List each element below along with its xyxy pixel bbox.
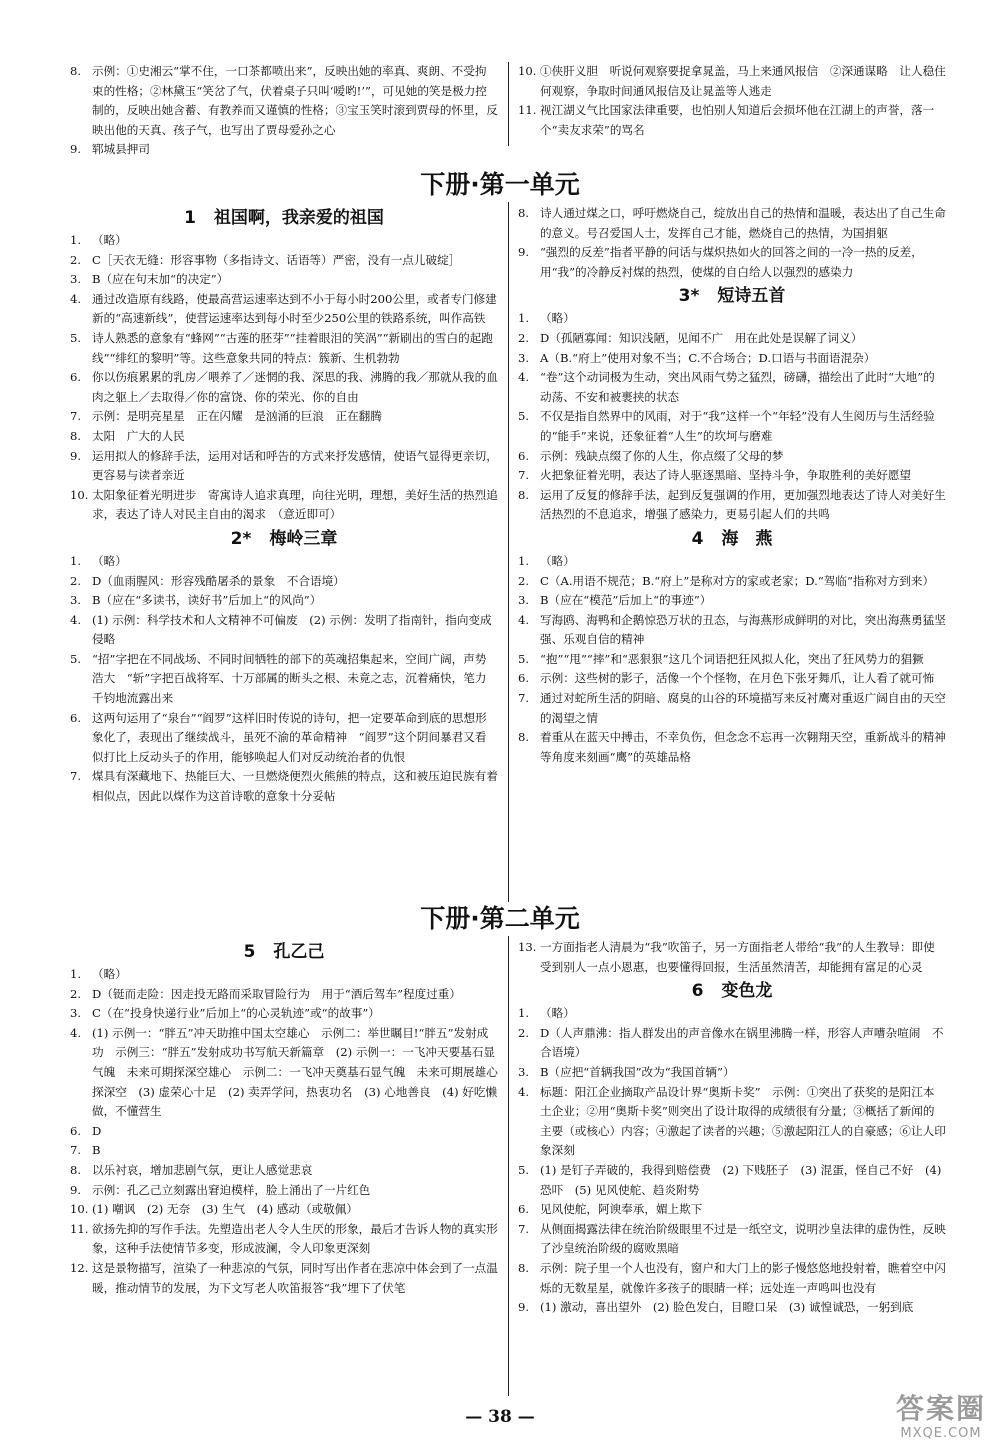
lesson-number: 5 [243,942,256,962]
lesson-title [70,207,498,229]
answer-item [518,1004,946,1024]
column-divider [508,202,509,902]
answer-text: 欲扬先抑的写作手法。先塑造出老人令人生厌的形象，最后才告诉人物的真实形象，这种手法使情节多变，形成波澜，令人印象更深刻 [92,1221,498,1256]
answer-item [70,650,498,709]
answer-number: 4. [70,1025,82,1040]
answer-item [70,270,498,290]
answer-item [70,1181,498,1201]
answer-item [70,1161,498,1181]
answer-item [70,591,498,611]
answer-number: 1. [518,553,530,568]
answer-text: 一方面指老人清晨为“我”吹笛子，另一方面指老人带给“我”的人生教导：即使受到别人一点小恩惠，也要懂得回报，生活虽然清苦，却能拥有富足的心灵 [540,940,935,974]
answer-number: 1. [70,553,82,568]
answer-number: 2. [70,252,82,267]
unit1-right-column [518,204,946,767]
answer-number: 3. [518,350,530,365]
lesson-name: 变色龙 [721,981,773,1002]
answer-item [518,1083,946,1161]
unit2-left-column [70,938,498,1298]
answer-item [518,349,946,369]
answer-item [518,938,946,977]
answer-text: （略） [540,553,575,568]
answer-item [518,552,946,572]
answer-text: “卷”这个动词极为生动，突出风雨气势之猛烈，磅礴，描绘出了此时“大地”的动荡、不安和被裹挟的状态 [540,370,935,404]
answer-number: 8. [70,428,82,443]
lesson-number: 3* [678,286,700,307]
answer-text: 通过对蛇所生活的阴暗、腐臭的山谷的环境描写来反衬鹰对重返广阔自由的天空的渴望之情 [540,691,946,725]
lesson-title [518,528,946,550]
answer-text: C［天衣无缝：形容事物（多指诗文、话语等）严密，没有一点儿破绽］ [92,252,461,267]
answer-number: 11. [518,103,537,118]
answer-number: 8. [518,1260,530,1275]
answer-item [70,140,498,160]
unit-heading-1: 下册·第一单元 [420,170,580,199]
answer-number: 5. [518,1162,530,1177]
answer-text: （略） [92,967,127,981]
answer-item [518,368,946,407]
watermark-url: MXQE.COM [900,1426,982,1442]
answer-item [518,1200,946,1220]
answer-text: ①侠肝义胆 听说何观察要捉拿晁盖，马上来通风报信 ②深通谋略 让人稳住何观察，争取时间通风报信及让晁盖等人逃走 [540,64,946,98]
answer-item [518,486,946,525]
lesson-number: 6 [691,981,704,1002]
answer-text: 示例：残缺点缀了你的人生，你点缀了父母的梦 [540,448,784,463]
column-divider [508,936,509,1396]
answer-number: 10. [70,487,89,502]
answer-item [70,329,498,368]
answer-number: 4. [70,612,82,627]
answer-item [518,1024,946,1063]
answer-number: 3. [518,1064,530,1079]
answer-number: 1. [70,967,82,981]
answer-item [518,572,946,592]
answer-item [518,62,946,101]
unit1-left-column [70,204,498,807]
answer-item [518,611,946,650]
answer-number: 7. [70,769,82,784]
answer-text: (1) 嘲讽 (2) 无奈 (3) 生气 (4) 感动（或敬佩） [92,1202,358,1217]
answer-number: 6. [518,1202,530,1217]
answer-item [70,985,498,1005]
answer-item [70,611,498,650]
answer-item [518,466,946,486]
answer-number: 4. [518,612,530,627]
answer-number: 5. [70,651,82,666]
answer-text: “抱”“甩”“摔”和“恶狠狠”这几个词语把狂风拟人化，突出了狂风势力的猖獗 [540,651,924,666]
answer-number: 10. [70,1202,89,1217]
answer-text: 运用拟人的修辞手法，运用对话和呼告的方式来抒发感情，使语气显得更亲切，更容易与读者亲近 [92,448,498,483]
answer-number: 6. [70,370,82,385]
answer-text: A（B.“府上”使用对象不当；C.不合场合；D.口语与书面语混杂） [540,350,876,365]
answer-text: 示例：这些树的影子，活像一个个怪物，在月色下张牙舞爪，让人看了就可怖 [540,671,935,686]
answer-text: B（应在句末加“的决定”） [92,272,229,287]
answer-item [518,1298,946,1318]
answer-item [518,1259,946,1298]
lesson-title [518,285,946,307]
answer-text: 见风使舵，阿谀奉承，媚上欺下 [540,1202,703,1217]
answer-text: (1) 激动，喜出望外 (2) 脸色发白，目瞪口呆 (3) 诚惶诚恐，一躬到底 [540,1300,914,1315]
lesson-name: 梅岭三章 [269,528,338,549]
column-divider [508,62,509,146]
answer-number: 2. [70,986,82,1001]
answer-item [70,407,498,427]
answer-text: 通过改造原有线路，使最高营运速率达到不小于每小时200公里，或者专门修建新的“高速新线”，使营运速率达到每小时至少250公里的铁路系统，叫作高铁 [92,291,497,326]
answer-item [70,1004,498,1024]
answer-number: 7. [518,468,530,483]
answer-number: 3. [70,593,82,608]
answer-number: 1. [518,1006,530,1021]
answer-text: （略） [92,553,127,568]
answer-item [518,1161,946,1200]
answer-text: “招”字把在不同战场、不同时间牺牲的部下的英魂招集起来，空间广阔，声势浩大 “斩”字把百战将军、十万部属的断头之根、未竟之志，沉着痛快，笔力千钧地流露出来 [92,651,487,706]
answer-item [518,1220,946,1259]
answer-text: D（铤而走险：因走投无路而采取冒险行为 用于“酒后驾车”程度过重） [92,986,461,1001]
answer-item [70,1122,498,1142]
answer-number: 2. [518,330,530,345]
answer-text: 以乐衬哀，增加悲剧气氛，更让人感觉悲哀 [92,1162,313,1177]
answer-text: 太阳象征着光明进步 寄寓诗人追求真理，向往光明，理想，美好生活的热烈追求，表达了诗人对民主自由的渴求 （意近即可） [92,487,498,522]
answer-item [70,486,498,525]
answer-text: 这两句运用了“泉台”“阎罗”这样旧时传说的诗句，把一定要革命到底的思想形象化了，表现出了继续战斗，虽死不渝的革命精神 “阎罗”这个阴间暴君又看似打比上反动头子的作用，能够唤起人们对反动统治者的仇恨 [92,710,487,764]
lesson-title [518,980,946,1002]
answer-number: 10. [518,64,537,78]
answer-number: 4. [518,1084,530,1099]
answer-number: 13. [518,940,537,954]
answer-item [518,243,946,282]
answer-number: 2. [70,573,82,588]
lesson-name: 祖国啊，我亲爱的祖国 [213,208,384,228]
answer-item [70,1024,498,1122]
answer-text: 郓城县押司 [92,142,150,157]
answer-text: 诗人通过煤之口，呼吁燃烧自己，绽放出自己的热情和温暖，表达出了自己生命的意义。号召爱国人士，发挥自己才能，燃烧自己的热情，为国捐躯 [540,206,946,240]
answer-number: 4. [518,370,530,385]
answer-number: 7. [70,409,82,424]
answer-item [518,689,946,728]
answer-text: 不仅是指自然界中的风雨，对于“我”这样一个“年轻”没有人生阅历与生活经验的“能手”来说，还象征着“人生”的坎坷与磨难 [540,409,935,443]
answer-item [518,728,946,767]
answer-item [70,368,498,407]
answer-number: 6. [518,448,530,463]
answer-item [518,669,946,689]
answer-number: 8. [518,487,530,502]
answer-item [70,767,498,806]
answer-text: 示例：院子里一个人也没有，窗户和大门上的影子慢悠悠地投射着，瞧着空中闪烁的无数星星，就像许多孩子的眼睛一样；远处连一声鸣叫也没有 [540,1260,946,1295]
answer-text: D [92,1123,102,1138]
answer-text: D（人声鼎沸：指人群发出的声音像水在锅里沸腾一样，形容人声嘈杂喧闹 不合语境） [540,1025,944,1060]
unit2-right-column [518,938,946,1318]
answer-number: 4. [70,291,82,306]
answer-text: 你以伤痕累累的乳房／喂养了／迷惘的我、深思的我、沸腾的我／那就从我的血肉之躯上／去取得／你的富饶、你的荣光、你的自由 [92,370,498,404]
answer-number: 11. [70,1221,89,1236]
lesson-name: 孔乙己 [273,942,325,962]
answer-item [70,1220,498,1259]
answer-text: 视江湖义气比国家法律重要，也怕别人知道后会损坏他在江湖上的声誉，落一个“卖友求荣”的骂名 [540,103,935,137]
answer-text: 示例：孔乙己立刻露出窘迫模样，脸上涌出了一片红色 [92,1182,371,1197]
answer-item [70,965,498,985]
answer-text: C（A.用语不规范；B.“府上”是称对方的家或老家；D.“驾临”指称对方到来） [540,573,935,588]
answer-text: B（应在“多读书，读好书”后加上“的风尚”） [92,593,322,608]
answer-text: 运用了反复的修辞手法，起到反复强调的作用，更加强烈地表达了诗人对美好生活热烈的不息追求，增强了感染力，更易引起人们的共鸣 [540,487,946,522]
top-left-column [70,62,498,160]
answer-number: 3. [70,272,82,287]
answer-number: 1. [70,233,82,247]
answer-item [70,427,498,447]
answer-number: 8. [518,206,530,220]
answer-number: 7. [518,691,530,706]
answer-text: “强烈的反差”指者平静的问话与煤炽热如火的回答之间的一冷一热的反差，用“我”的冷静反衬煤的热烈，使煤的自白给人以强烈的感染力 [540,245,923,279]
lesson-name: 短诗五首 [717,286,786,307]
answer-text: (1) 是钉子弄破的，我得到赔偿费 (2) 下贱胚子 (3) 混蛋，怪自己不好 (4) 恐吓 (5) 见风使舵、趋炎附势 [540,1162,942,1197]
answer-number: 6. [70,710,82,725]
answer-number: 9. [70,448,82,463]
answer-item [518,309,946,329]
answer-item [70,709,498,768]
watermark-text: 答案圈 [895,1392,986,1426]
answer-item [518,591,946,611]
answer-item [70,552,498,572]
answer-text: 写海鸥、海鸭和企鹅惊恐万状的丑态，与海燕形成鲜明的对比，突出海燕勇猛坚强、乐观自信的精神 [540,612,946,647]
answer-number: 9. [70,142,82,157]
answer-number: 6. [518,671,530,686]
answer-item [518,204,946,243]
answer-number: 5. [518,651,530,666]
answer-text: （略） [92,233,127,247]
answer-item [70,1259,498,1298]
answer-number: 2. [518,573,530,588]
answer-number: 5. [518,409,530,424]
answer-item [70,1200,498,1220]
answer-text: D（血雨腥风：形容残酷屠杀的景象 不合语境） [92,573,345,588]
answer-number: 6. [70,1123,82,1138]
answer-number: 12. [70,1260,89,1275]
answer-text: D（孤陋寡闻：知识浅陋，见闻不广 用在此处是误解了词义） [540,330,863,345]
answer-number: 5. [70,330,82,345]
lesson-title [70,528,498,550]
answer-text: 煤具有深藏地下、热能巨大、一旦燃烧便烈火熊熊的特点，这和被压迫民族有着相似点，因此以煤作为这首诗歌的意象十分妥帖 [92,769,498,804]
answer-number: 1. [518,311,530,326]
lesson-number: 1 [184,208,196,228]
answer-number: 7. [518,1221,530,1236]
answer-number: 2. [518,1025,530,1040]
answer-item [518,407,946,446]
answer-text: （略） [540,311,575,326]
answer-text: 标题：阳江企业摘取产品设计界“奥斯卡奖” 示例：①突出了获奖的是阳江本土企业；②用“奥斯卡奖”则突出了设计取得的成绩很有分量；③概括了新闻的主要（或核心）内容；④激起了读者的兴趣；⑤激起阳江人的自豪感；⑥让人印象深刻 [540,1084,946,1158]
answer-number: 9. [518,1300,530,1315]
answer-number: 3. [70,1006,82,1021]
page-number: — 38 — [465,1407,535,1427]
answer-text: 火把象征着光明，表达了诗人驱逐黑暗、坚持斗争，争取胜利的美好愿望 [540,468,912,483]
answer-item [518,650,946,670]
lesson-title [70,941,498,963]
answer-item [518,447,946,467]
lesson-name: 海 燕 [721,528,773,549]
lesson-number: 2* [230,528,252,549]
answer-text: B（应在“模范”后加上“的事迹”） [540,593,712,608]
answer-text: 太阳 广大的人民 [92,428,185,443]
answer-item [518,329,946,349]
answer-text: B（应把“首辆我国”改为“我国首辆”） [540,1064,735,1079]
answer-text: (1) 示例一：“胖五”冲天助推中国太空雄心 示例二：举世瞩目!“胖五”发射成功 示例三：“胖五”发射成功书写航天新篇章 (2) 示例一：一飞冲天要基石显气魄 未来可期探深空雄心 示例二：一飞冲天奠基石显气魄 未来可期展雄心探深空 (3) 虚荣心十足 (2) 卖弄学问，热衷功名 (3) 心地善良 (4) 好吃懒做，不懂营生 [92,1025,498,1119]
answer-item [70,572,498,592]
answer-number: 9. [518,245,530,260]
answer-text: (1) 示例：科学技术和人文精神不可偏废 (2) 示例：发明了指南针，指向变成侵略 [92,612,492,647]
lesson-number: 4 [691,528,704,549]
top-right-column [518,62,946,140]
answer-item [518,1063,946,1083]
answer-item [518,101,946,140]
answer-item [70,62,498,140]
unit-heading-2: 下册·第二单元 [420,904,580,933]
answer-text: C（在“投身快递行业”后加上“的心灵轨迹”或“的故事”） [92,1006,380,1021]
answer-item [70,290,498,329]
answer-number: 3. [518,593,530,608]
answer-number: 8. [70,64,82,78]
answer-number: 7. [70,1143,82,1158]
answer-text: B [92,1143,101,1158]
answer-text: 着重从在蓝天中搏击，不幸负伤，但念念不忘再一次翱翔天空，重新战斗的精神等角度来刻画“鹰”的英雄品格 [540,730,946,764]
answer-item [70,251,498,271]
watermark-logo [896,1394,986,1444]
answer-number: 8. [70,1162,82,1177]
answer-item [70,231,498,251]
answer-text: （略） [540,1006,575,1021]
answer-text: 这是景物描写，渲染了一种悲凉的气氛，同时写出作者在悲凉中体会到了一点温暖，推动情节的发展，为下文写老人吹笛报答“我”埋下了伏笔 [92,1260,498,1295]
answer-text: 示例：①史湘云“掌不住，一口茶都喷出来”，反映出她的率真、爽朗、不受拘束的性格；②林黛玉“笑岔了气，伏着桌子只叫‘嗳哟!’”，可见她的笑是极力控制的，反映出她含蓄、有教养而又谨慎的性格；③宝玉笑时滚到贾母的怀里，反映出他的天真、孩子气，也写出了贾母爱孙之心 [92,64,498,137]
answer-number: 9. [70,1182,82,1197]
answer-item [70,1141,498,1161]
answer-text: 示例：是明亮星星 正在闪耀 是汹涌的巨浪 正在翻腾 [92,409,382,424]
answer-item [70,447,498,486]
answer-number: 8. [518,730,530,745]
answer-text: 诗人熟悉的意象有“蜂网”“古莲的胚芽”“挂着眼泪的笑涡”“新刷出的雪白的起跑线”“绯红的黎明”等。这些意象共同的特点：簇新、生机勃勃 [92,330,493,365]
answer-text: 从侧面揭露法律在统治阶级眼里不过是一纸空文，说明沙皇法律的虚伪性，反映了沙皇统治阶级的腐败黑暗 [540,1221,946,1256]
